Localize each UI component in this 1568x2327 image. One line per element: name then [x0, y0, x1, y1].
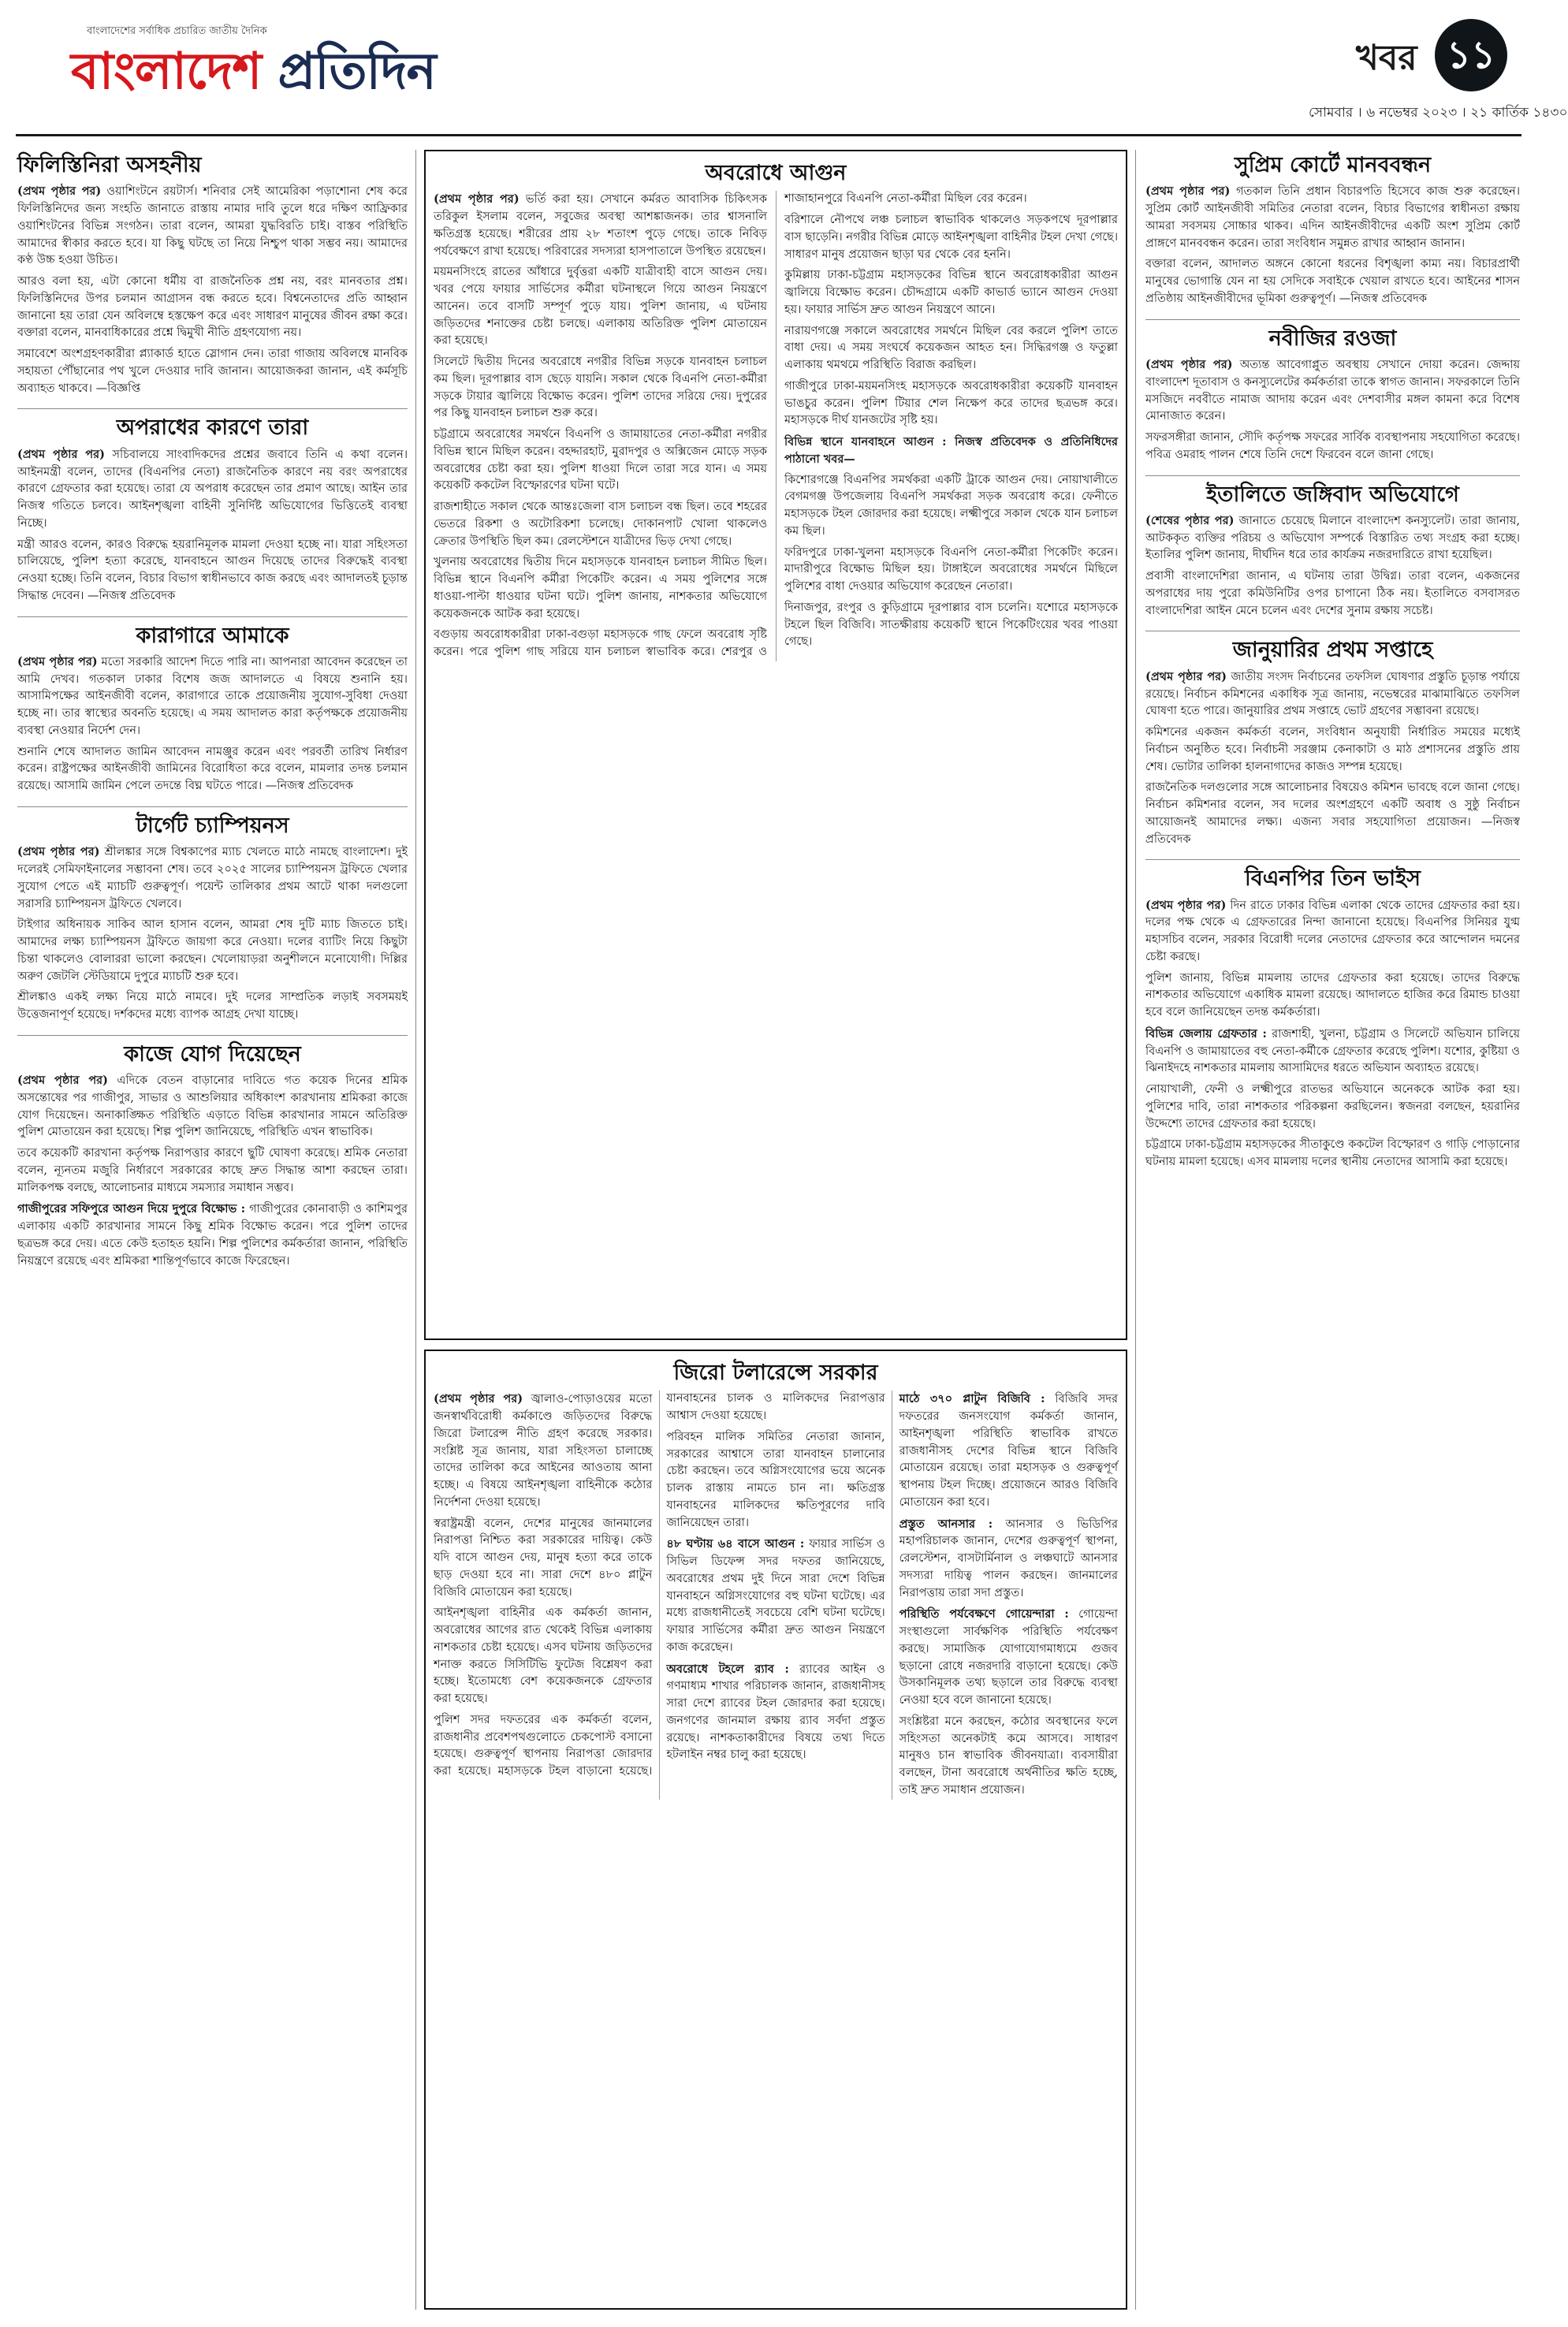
divider: [1145, 319, 1520, 320]
paragraph: জাতীয় সংসদ নির্বাচনের তফসিল ঘোষণার প্রস্তুতি চূড়ান্ত পর্যায়ে রয়েছে। নির্বাচন কমিশনের একাধিক সূত্র জানায়, নভেম্বরের মাঝামাঝিতে তফসিল ঘোষণা হতে পারে। জানুয়ারির প্রথম সপ্তাহে ভোট গ্রহণের সম্ভাবনা রয়েছে।: [1145, 670, 1520, 718]
paragraph: বরিশালে নৌপথে লঞ্চ চলাচল স্বাভাবিক থাকলেও সড়কপথে দূরপাল্লার বাস ছাড়েনি। নগরীর বিভিন্ন মোড়ে আইনশৃঙ্খলা বাহিনীর টহল দেখা গেছে। সাধারণ মানুষ প্রয়োজন ছাড়া ঘর থেকে বের হননি।: [784, 214, 1118, 261]
logo-word-bangladesh: বাংলাদেশ: [71, 43, 278, 101]
headline-prison: কারাগারে আমাকে: [136, 623, 289, 648]
headline-palestine: ফিলিস্তিনিরা অসহনীয়: [17, 153, 202, 177]
continuation-kicker: (প্রথম পৃষ্ঠার পর): [17, 1074, 108, 1088]
story-palestine: [17, 153, 408, 397]
paragraph: রাজশাহী, খুলনা, চট্টগ্রাম ও সিলেটে অভিযান চালিয়ে বিএনপি ও জামায়াতের বহু নেতা-কর্মীকে গ্রেফতার করেছে পুলিশ। যশোর, কুষ্টিয়া ও ঝিনাইদহে নাশকতার মামলায় আসামিদের ধরতে অভিযান অব্যাহত রয়েছে।: [1145, 1027, 1520, 1075]
divider: [17, 616, 408, 617]
paragraph: র‍্যাবের আইন ও গণমাধ্যম শাখার পরিচালক জানান, রাজধানীসহ সারা দেশে র‍্যাবের টহল জোরদার করা হয়েছে। জনগণের জানমাল রক্ষায় র‍্যাব সর্বদা প্রস্তুত রয়েছে। নাশকতাকারীদের বিষয়ে তথ্য দিতে হটলাইন নম্বর চালু করা হয়েছে।: [666, 1662, 885, 1762]
headline-crime: অপরাধের কারণে তারা: [116, 415, 309, 441]
headline-zero-tolerance: জিরো টলারেন্সে সরকার: [673, 1361, 878, 1385]
story-crime: [17, 415, 408, 605]
paragraph: অত্যন্ত আবেগাপ্লুত অবস্থায় সেখানে দোয়া করেন। জেদ্দায় বাংলাদেশ দূতাবাস ও কনস্যুলেটের কর্মকর্তারা তাকে স্বাগত জানান। সফরকালে তিনি মসজিদে নববীতে নামাজ আদায় করেন এবং দেশবাসীর মঙ্গল কামনা করে বিশেষ মোনাজাত করেন।: [1145, 359, 1520, 423]
paragraph: চট্টগ্রামে অবরোধের সমর্থনে বিএনপি ও জামায়াতের নেতা-কর্মীরা নগরীর বিভিন্ন স্থানে মিছিল করেন। বহদ্দারহাট, মুরাদপুর ও অক্সিজেন মোড়ে সড়ক অবরোধের চেষ্টা করা হয়। পুলিশ ধাওয়া দিলে তারা সরে যান। এ সময় কয়েকটি ককটেল বিস্ফোরণের ঘটনা ঘটে।: [434, 428, 767, 493]
story-body: [17, 843, 408, 1024]
paragraph: গাজীপুরের কোনাবাড়ী ও কাশিমপুর এলাকায় একটি কারখানার সামনে কিছু শ্রমিক বিক্ষোভ করেন। পরে পুলিশ তাদের ছত্রভঙ্গ করে দেয়। এতে কেউ হতাহত হয়নি। শিল্প পুলিশের কর্মকর্তারা জানান, পরিস্থিতি নিয়ন্ত্রণে রয়েছে এবং শ্রমিকরা শান্তিপূর্ণভাবে কাজে ফিরেছেন।: [17, 1203, 408, 1268]
paragraph: আরও বলা হয়, এটা কোনো ধর্মীয় বা রাজনৈতিক প্রশ্ন নয়, বরং মানবতার প্রশ্ন। ফিলিস্তিনিদের উপর চলমান আগ্রাসন বন্ধ করতে হবে। বিশ্বনেতাদের প্রতি আহ্বান জানানো হয় তারা যেন অবিলম্বে হস্তক্ষেপ করে এবং সাধারণ মানুষের জীবন রক্ষা করে। বক্তারা বলেন, মানবাধিকারের প্রশ্নে দ্বিমুখী নীতি গ্রহণযোগ্য নয়।: [17, 275, 408, 340]
headline-blockade-fire: অবরোধে আগুন: [705, 161, 847, 185]
paragraph: আইনশৃঙ্খলা বাহিনীর এক কর্মকর্তা জানান, অবরোধের আগের রাত থেকেই বিভিন্ন এলাকায় নাশকতার চেষ্টা হয়েছে। এসব ঘটনায় জড়িতদের শনাক্ত করতে সিসিটিভি ফুটেজ বিশ্লেষণ করা হচ্ছে। ইতোমধ্যে বেশ কয়েকজনকে গ্রেফতার করা হয়েছে।: [434, 1607, 653, 1706]
logo-tagline: বাংলাদেশের সর্বাধিক প্রচারিত জাতীয় দৈনিক: [87, 25, 267, 37]
paragraph: মন্ত্রী আরও বলেন, কারও বিরুদ্ধে হয়রানিমূলক মামলা দেওয়া হচ্ছে না। যারা সহিংসতা চালিয়েছে, পুলিশ হত্যা করেছে, যানবাহনে আগুন দিয়েছে তাদের বিরুদ্ধেই ব্যবস্থা নেওয়া হচ্ছে। তিনি বলেন, বিচার বিভাগ স্বাধীনভাবে কাজ করছে এবং আদালতই চূড়ান্ত সিদ্ধান্ত দেবেন। —নিজস্ব প্রতিবেদক: [17, 538, 408, 602]
divider: [17, 408, 408, 409]
paragraph: সফরসঙ্গীরা জানান, সৌদি কর্তৃপক্ষ সফরের সার্বিক ব্যবস্থাপনায় সহযোগিতা করেছে। পবিত্র ওমরাহ পালন শেষে তিনি দেশে ফিরবেন বলে জানা গেছে।: [1145, 431, 1520, 461]
continuation-kicker: (প্রথম পৃষ্ঠার পর): [17, 845, 100, 859]
paragraph: পরিবহন মালিক সমিতির নেতারা জানান, সরকারের আশ্বাসে তারা যানবাহন চালানোর চেষ্টা করছেন। তবে অগ্নিসংযোগের ভয়ে অনেক চালক রাস্তায় নামতে চান না। ক্ষতিগ্রস্ত যানবাহনের মালিকদের ক্ষতিপূরণের দাবি জানিয়েছেন তারা।: [666, 1430, 885, 1529]
paragraph: সংশ্লিষ্টরা মনে করছেন, কঠোর অবস্থানের ফলে সহিংসতা অনেকটাই কমে আসবে। সাধারণ মানুষও চান স্বাভাবিক জীবনযাত্রা। ব্যবসায়ীরা বলছেন, টানা অবরোধে অর্থনীতির ক্ষতি হচ্ছে, তাই দ্রুত সমাধান প্রয়োজন।: [899, 1715, 1118, 1796]
story-body: [1145, 668, 1520, 849]
story-body: [1145, 897, 1520, 1171]
subhead: পরিস্থিতি পর্যবেক্ষণে গোয়েন্দারা :: [899, 1607, 1069, 1621]
headline-supreme-court: সুপ্রিম কোর্টে মানববন্ধন: [1234, 153, 1432, 177]
paragraph: কুমিল্লায় ঢাকা-চট্টগ্রাম মহাসড়কের বিভিন্ন স্থানে অবরোধকারীরা আগুন জ্বালিয়ে বিক্ষোভ করেন। চৌদ্দগ্রামে একটি কাভার্ড ভ্যানে আগুন দেওয়া হয়। ফায়ার সার্ভিস দ্রুত আগুন নিয়ন্ত্রণে আনে।: [784, 269, 1118, 316]
continuation-kicker: (প্রথম পৃষ্ঠার পর): [434, 192, 520, 207]
paragraph: শুনানি শেষে আদালত জামিন আবেদন নামঞ্জুর করেন এবং পরবর্তী তারিখ নির্ধারণ করেন। রাষ্ট্রপক্ষের আইনজীবী জামিনের বিরোধিতা করে বলেন, মামলার তদন্ত চলমান রয়েছে। আসামি জামিন পেলে তদন্তে বিঘ্ন ঘটতে পারে। —নিজস্ব প্রতিবেদক: [17, 745, 408, 793]
continuation-kicker: (প্রথম পৃষ্ঠার পর): [17, 654, 98, 668]
story-zero-tolerance: [424, 1350, 1127, 2310]
paragraph: ফরিদপুরে ঢাকা-খুলনা মহাসড়কে বিএনপি নেতা-কর্মীরা পিকেটিং করেন। মাদারীপুরে বিক্ষোভ মিছিল হয়। টাঙ্গাইলে অবরোধের সমর্থনে মিছিলে পুলিশের বাধা দেওয়ার অভিযোগ করেছেন নেতারা।: [784, 545, 1118, 594]
paragraph: আনসার ও ভিডিপির মহাপরিচালক জানান, দেশের গুরুত্বপূর্ণ স্থাপনা, রেলস্টেশন, বাসটার্মিনাল ও লঞ্চঘাটে আনসার সদস্যরা দায়িত্ব পালন করছেন। জানমালের নিরাপত্তায় তারা সদা প্রস্তুত।: [899, 1517, 1118, 1599]
continuation-kicker: (প্রথম পৃষ্ঠার পর): [17, 447, 105, 461]
headline-work: কাজে যোগ দিয়েছেন: [124, 1041, 301, 1067]
page-number: ১১: [1435, 19, 1507, 91]
column-left: [17, 150, 416, 2310]
paragraph: দিন রাতে ঢাকার বিভিন্ন এলাকা থেকে তাদের গ্রেফতার করা হয়। দলের পক্ষ থেকে এ গ্রেফতারের নিন্দা জানানো হয়েছে। বিএনপির সিনিয়র যুগ্ম মহাসচিব বলেন, সরকার বিরোধী দলের নেতাদের গ্রেফতার করে আন্দোলন দমনের চেষ্টা করছে।: [1145, 899, 1521, 963]
column-right: [1135, 150, 1520, 2310]
paragraph: চট্টগ্রামে ঢাকা-চট্টগ্রাম মহাসড়কের সীতাকুণ্ডে ককটেল বিস্ফোরণ ও গাড়ি পোড়ানোর ঘটনায় মামলা হয়েছে। এসব মামলায় দলের স্থানীয় নেতাদের আসামি করা হয়েছে।: [1145, 1138, 1520, 1169]
paragraph: রাজনৈতিক দলগুলোর সঙ্গে আলোচনার বিষয়েও কমিশন ভাবছে বলে জানা গেছে। নির্বাচন কমিশনার বলেন, সব দলের অংশগ্রহণে একটি অবাধ ও সুষ্ঠু নির্বাচন আয়োজনই আমাদের লক্ষ্য। এজন্য সবার সহযোগিতা প্রয়োজন। —নিজস্ব প্রতিবেদক: [1145, 781, 1520, 846]
paragraph: পুলিশ জানায়, বিভিন্ন মামলায় তাদের গ্রেফতার করা হয়েছে। তাদের বিরুদ্ধে নাশকতার অভিযোগে একাধিক মামলা রয়েছে। আদালতে হাজির করে রিমান্ড চাওয়া হবে বলে জানিয়েছেন তদন্ত কর্মকর্তারা।: [1145, 971, 1520, 1019]
divider: [17, 1035, 408, 1036]
divider: [1145, 859, 1520, 860]
story-body: [1145, 512, 1520, 620]
story-body: [434, 1391, 1118, 1799]
continuation-kicker: (শেষের পৃষ্ঠার পর): [1145, 513, 1235, 527]
continuation-kicker: (প্রথম পৃষ্ঠার পর): [1145, 184, 1231, 199]
paragraph: গোয়েন্দা সংস্থাগুলো সার্বক্ষণিক পরিস্থিতি পর্যবেক্ষণ করছে। সামাজিক যোগাযোগমাধ্যমে গুজব ছড়ানো রোধে নজরদারি বাড়ানো হয়েছে। কেউ উসকানিমূলক তথ্য ছড়ালে তার বিরুদ্ধে ব্যবস্থা নেওয়া হবে বলে জানানো হয়েছে।: [899, 1608, 1118, 1707]
continuation-kicker: (প্রথম পৃষ্ঠার পর): [1145, 358, 1233, 372]
story-january: [1145, 638, 1520, 848]
paragraph: তবে কয়েকটি কারখানা কর্তৃপক্ষ নিরাপত্তার কারণে ছুটি ঘোষণা করেছে। শ্রমিক নেতারা বলেন, ন্যূনতম মজুরি নির্ধারণে সরকারের কাছে দ্রুত সিদ্ধান্ত আশা করছেন তারা। মালিকপক্ষ বলছে, আলোচনার মাধ্যমে সমস্যার সমাধান সম্ভব।: [17, 1147, 408, 1194]
paragraph: শ্রীলঙ্কাও একই লক্ষ্য নিয়ে মাঠে নামবে। দুই দলের সাম্প্রতিক লড়াই সবসময়ই উত্তেজনাপূর্ণ হয়েছে। দর্শকদের মধ্যে ব্যাপক আগ্রহ দেখা যাচ্ছে।: [17, 991, 408, 1022]
paragraph: ফায়ার সার্ভিস ও সিভিল ডিফেন্স সদর দফতর জানিয়েছে, অবরোধের প্রথম দুই দিনে সারা দেশে বিভিন্ন যানবাহনে অগ্নিসংযোগের বহু ঘটনা ঘটেছে। এর মধ্যে রাজধানীতেই সবচেয়ে বেশি ঘটনা ঘটেছে। ফায়ার সার্ভিসের কর্মীরা দ্রুত আগুন নিয়ন্ত্রণে কাজ করেছেন।: [666, 1538, 885, 1654]
paragraph: কমিশনের একজন কর্মকর্তা বলেন, সংবিধান অনুযায়ী নির্ধারিত সময়ের মধ্যেই নির্বাচন অনুষ্ঠিত হবে। নির্বাচনী সরঞ্জাম কেনাকাটা ও মাঠ প্রশাসনের প্রস্তুতি প্রায় শেষ। ভোটার তালিকা হালনাগাদের কাজও সম্পন্ন হয়েছে।: [1145, 726, 1520, 773]
paragraph: ওয়াশিংটনে রয়টার্স। শনিবার সেই আমেরিকা পড়াশোনা শেষ করে ফিলিস্তিনিদের জন্য সংহতি জানাতে রাস্তায় নামার দাবি তুলে ধরে দক্ষিণ আফ্রিকার ওয়াশিংটনের বিভিন্ন সংগঠন। তারা বলেন, আমরা যুদ্ধবিরতি চাই। বাস্তব পরিস্থিতি আমাদের স্বীকার করতে হবে। যা কিছু ঘটছে তা নিয়ে নিশ্চুপ থাকা সম্ভব নয়। আমাদের কণ্ঠ উচ্চ হওয়া উচিত।: [17, 185, 408, 267]
issue-date: সোমবার । ৬ নভেম্বর ২০২৩ । ২১ কার্তিক ১৪৩০: [1309, 105, 1568, 121]
subhead: অবরোধে টহলে র‍্যাব :: [666, 1662, 789, 1676]
paragraph: জানাতে চেয়েছে মিলানে বাংলাদেশ কনস্যুলেট। তারা জানায়, আটককৃত ব্যক্তির পরিচয় ও অভিযোগ সম্পর্কে বিস্তারিত তথ্য সংগ্রহ করা হচ্ছে। ইতালির পুলিশ জানায়, দীর্ঘদিন ধরে তার কার্যক্রম নজরদারিতে রাখা হয়েছিল।: [1145, 514, 1521, 562]
story-work: [17, 1042, 408, 1271]
paragraph: খুলনায় অবরোধের দ্বিতীয় দিনে মহাসড়কে যানবাহন চলাচল সীমিত ছিল। বিভিন্ন স্থানে বিএনপি কর্মীরা পিকেটিং করেন। এ সময় পুলিশের সঙ্গে ধাওয়া-পাল্টা ধাওয়ার ঘটনা ঘটে। পুলিশ জানায়, নাশকতার অভিযোগে কয়েকজনকে আটক করা হয়েছে।: [434, 556, 767, 620]
paragraph: বগুড়ায় অবরোধকারীরা ঢাকা-বগুড়া মহাসড়কে গাছ ফেলে অবরোধ সৃষ্টি করেন। পরে পুলিশ গাছ সরিয়ে যান চলাচল স্বাভাবিক করে। শেরপুর ও শাজাহানপুরে বিএনপি নেতা-কর্মীরা মিছিল বের করেন।: [434, 192, 1027, 659]
paragraph: সিলেটে দ্বিতীয় দিনের অবরোধে নগরীর বিভিন্ন সড়কে যানবাহন চলাচল কম ছিল। দূরপাল্লার বাস ছেড়ে যায়নি। সকাল থেকে বিএনপি নেতা-কর্মীরা সড়কে টায়ার জ্বালিয়ে বিক্ষোভ করেন। পুলিশ তাদের সরিয়ে দেয়। দুপুরের পর কিছু যানবাহন চলাচল শুরু করে।: [434, 356, 767, 420]
masthead-rule: [16, 134, 1521, 136]
paragraph: সচিবালয়ে সাংবাদিকদের প্রশ্নের জবাবে তিনি এ কথা বলেন। আইনমন্ত্রী বলেন, তাদের (বিএনপির নেতা) রাজনৈতিক কারণে নয় বরং অপরাধের কারণে গ্রেফতার করা হয়েছে। তারা যে অপরাধ করেছেন তার প্রমাণ আছে। আইন তার নিজস্ব গতিতে চলবে। আইনশৃঙ্খলা বাহিনী সুনির্দিষ্ট অভিযোগের ভিত্তিতেই ব্যবস্থা নিচ্ছে।: [17, 448, 408, 530]
headline-january: জানুয়ারির প্রথম সপ্তাহে: [1232, 638, 1433, 663]
story-body: [17, 446, 408, 605]
paragraph: বক্তারা বলেন, আদালত অঙ্গনে কোনো ধরনের বিশৃঙ্খলা কাম্য নয়। বিচারপ্রার্থী মানুষের ভোগান্তি যেন না হয় সেদিকে সবাইকে খেয়াল রাখতে হবে। আইনের শাসন প্রতিষ্ঠায় আইনজীবীদের ভূমিকা গুরুত্বপূর্ণ। —নিজস্ব প্রতিবেদক: [1145, 258, 1520, 305]
paragraph: নোয়াখালী, ফেনী ও লক্ষ্মীপুরে রাতভর অভিযানে অনেককে আটক করা হয়। পুলিশের দাবি, তারা নাশকতার পরিকল্পনা করছিলেন। স্বজনরা বলছেন, হয়রানির উদ্দেশ্যে তাদের গ্রেফতার করা হয়েছে।: [1145, 1083, 1520, 1130]
subhead: বিভিন্ন জেলায় গ্রেফতার :: [1145, 1026, 1267, 1041]
story-body: [1145, 356, 1520, 464]
paragraph: টাইগার অধিনায়ক সাকিব আল হাসান বলেন, আমরা শেষ দুটি ম্যাচ জিততে চাই। আমাদের লক্ষ্য চ্যাম্পিয়নস ট্রফিতে জায়গা করে নেওয়া। দলের ব্যাটিং নিয়ে কিছুটা চিন্তা থাকলেও বোলাররা ভালো করছেন। খেলোয়াড়রা অনুশীলনে মনোযোগী। দিল্লির অরুণ জেটলি স্টেডিয়ামে দুপুরে ম্যাচটি শুরু হবে।: [17, 918, 408, 983]
paragraph: ভর্তি করা হয়। সেখানে কর্মরত আবাসিক চিকিৎসক তরিকুল ইসলাম বলেন, সবুজের অবস্থা আশঙ্কাজনক। তার শ্বাসনালি ক্ষতিগ্রস্ত হয়েছে। শরীরের প্রায় ২৮ শতাংশ পুড়ে গেছে। তাকে নিবিড় পর্যবেক্ষণে রাখা হয়েছে। পরিবারের সদস্যরা হাসপাতালে উপস্থিত রয়েছেন।: [434, 193, 767, 258]
continuation-kicker: (প্রথম পৃষ্ঠার পর): [1145, 669, 1227, 683]
subhead: বিভিন্ন স্থানে যানবাহনে আগুন : নিজস্ব প্রতিবেদক ও প্রতিনিধিদের পাঠানো খবর—: [784, 435, 1118, 466]
continuation-kicker: (প্রথম পৃষ্ঠার পর): [1145, 898, 1227, 912]
story-prison: [17, 624, 408, 795]
logo-wordmark: [71, 40, 441, 103]
logo-word-protidin: প্রতিদিন: [277, 43, 436, 101]
story-italy: [1145, 482, 1520, 620]
story-body: [17, 653, 408, 795]
story-body: [17, 1072, 408, 1270]
headline-bnp-vice: বিএনপির তিন ভাইস: [1244, 866, 1421, 892]
headline-champions: টার্গেট চ্যাম্পিয়নস: [136, 813, 289, 838]
story-champions: [17, 814, 408, 1024]
paragraph: গাজীপুরে ঢাকা-ময়মনসিংহ মহাসড়কে অবরোধকারীরা কয়েকটি যানবাহন ভাঙচুর করেন। পুলিশ টিয়ার শেল নিক্ষেপ করে তাদের ছত্রভঙ্গ করে। মহাসড়কে দীর্ঘ যানজটের সৃষ্টি হয়।: [784, 379, 1118, 427]
paragraph: শ্রীলঙ্কার সঙ্গে বিশ্বকাপের ম্যাচ খেলতে মাঠে নামছে বাংলাদেশ। দুই দলেরই সেমিফাইনালের সম্ভাবনা শেষ। তবে ২০২৫ সালের চ্যাম্পিয়নস ট্রফিতে খেলার সুযোগ পেতে এই ম্যাচটি গুরুত্বপূর্ণ। পয়েন্ট তালিকার প্রথম আটে থাকা দলগুলো সরাসরি চ্যাম্পিয়নস ট্রফিতে খেলবে।: [17, 846, 408, 910]
paragraph: স্বরাষ্ট্রমন্ত্রী বলেন, দেশের মানুষের জানমালের নিরাপত্তা নিশ্চিত করা সরকারের দায়িত্ব। কেউ যদি বাসে আগুন দেয়, মানুষ হত্যা করে তাকে ছাড় দেওয়া হবে না। সারা দেশে ৪৮০ প্লাটুন বিজিবি মোতায়েন করা হয়েছে।: [434, 1517, 653, 1599]
divider: [17, 806, 408, 807]
paragraph: পুলিশ সদর দফতরের এক কর্মকর্তা বলেন, রাজধানীর প্রবেশপথগুলোতে চেকপোস্ট বসানো হয়েছে। গুরুত্বপূর্ণ স্থাপনায় নিরাপত্তা জোরদার করা হয়েছে। মহাসড়কে টহল বাড়ানো হয়েছে। যানবাহনের চালক ও মালিকদের নিরাপত্তার আশ্বাস দেওয়া হয়েছে।: [434, 1392, 885, 1778]
paragraph: বিজিবি সদর দফতরের জনসংযোগ কর্মকর্তা জানান, আইনশৃঙ্খলা পরিস্থিতি স্বাভাবিক রাখতে রাজধানীসহ দেশের বিভিন্ন স্থানে বিজিবি মোতায়েন রয়েছে। তারা মহাসড়ক ও গুরুত্বপূর্ণ স্থাপনায় টহল দিচ্ছে। প্রয়োজনে আরও বিজিবি মোতায়েন করা হবে।: [899, 1393, 1118, 1509]
paragraph: নারায়ণগঞ্জে সকালে অবরোধের সমর্থনে মিছিল বের করলে পুলিশ তাতে বাধা দেয়। এ সময় সংঘর্ষে কয়েকজন আহত হন। সিদ্ধিরগঞ্জ ও ফতুল্লা এলাকায় থমথমে পরিস্থিতি বিরাজ করছিল।: [784, 324, 1118, 372]
story-body: [434, 191, 1118, 661]
paragraph: গতকাল তিনি প্রধান বিচারপতি হিসেবে কাজ শুরু করেছেন। সুপ্রিম কোর্ট আইনজীবী সমিতির নেতারা বলেন, বিচার বিভাগের স্বাধীনতা রক্ষায় আমরা সবসময় সোচ্চার থাকব। এদিন আইনজীবীদের একটি অংশ সুপ্রিম কোর্ট প্রাঙ্গণে মানববন্ধন করেন। তারা সংবিধান সমুন্নত রাখার আহ্বান জানান।: [1145, 185, 1521, 250]
story-rawza: [1145, 326, 1520, 464]
paragraph: ময়মনসিংহে রাতের আঁধারে দুর্বৃত্তরা একটি যাত্রীবাহী বাসে আগুন দেয়। খবর পেয়ে ফায়ার সার্ভিসের কর্মীরা ঘটনাস্থলে গিয়ে আগুন নিয়ন্ত্রণে আনেন। তবে বাসটি সম্পূর্ণ পুড়ে যায়। পুলিশ জানায়, এ ঘটনায় জড়িতদের শনাক্তের চেষ্টা চলছে। এলাকায় অতিরিক্ত পুলিশ মোতায়েন করা হয়েছে।: [434, 266, 767, 348]
story-body: [17, 183, 408, 397]
paragraph: মতো সরকারি আদেশ দিতে পারি না। আপনারা আবেদন করেছেন তা আমি দেখব। গতকাল ঢাকার বিশেষ জজ আদালতে এ বিষয়ে শুনানি হয়। আসামিপক্ষের আইনজীবী বলেন, কারাগারে তাকে প্রয়োজনীয় সুযোগ-সুবিধা দেওয়া হচ্ছে না। তার স্বাস্থ্যের অবনতি হয়েছে। এ সময় আদালত কারা কর্তৃপক্ষকে প্রয়োজনীয় ব্যবস্থা নেওয়ার নির্দেশ দেন।: [17, 655, 408, 737]
divider: [1145, 475, 1520, 476]
story-blockade-fire: [424, 150, 1127, 1340]
story-bnp-vice: [1145, 866, 1520, 1171]
section-name: খবর: [1356, 38, 1417, 78]
subhead: প্রস্তুত আনসার :: [899, 1517, 993, 1531]
paragraph: সমাবেশে অংশগ্রহণকারীরা প্ল্যাকার্ড হাতে স্লোগান দেন। তারা গাজায় অবিলম্বে মানবিক সহায়তা পৌঁছানোর পথ খুলে দেওয়ার দাবি জানান। আয়োজকরা জানান, এই কর্মসূচি অব্যাহত থাকবে। —বিজ্ঞপ্তি: [17, 348, 408, 395]
paragraph: কিশোরগঞ্জে বিএনপির সমর্থকরা একটি ট্রাকে আগুন দেয়। নোয়াখালীতে বেগমগঞ্জ উপজেলায় বিএনপি সমর্থকরা সড়ক অবরোধ করে। ফেনীতে মহাসড়কে টহল জোরদার করা হয়েছে। লক্ষ্মীপুরে সকাল থেকে যান চলাচল কম ছিল।: [784, 473, 1118, 538]
subhead: মাঠে ৩৭০ প্লাটুন বিজিবি :: [899, 1392, 1045, 1406]
headline-rawza: নবীজির রওজা: [1268, 326, 1397, 351]
headline-italy: ইতালিতে জঙ্গিবাদ অভিযোগে: [1206, 482, 1459, 507]
subhead: ৪৮ ঘণ্টায় ৬৪ বাসে আগুন :: [666, 1537, 805, 1551]
paragraph: জ্বালাও-পোড়াওয়ের মতো জনস্বার্থবিরোধী কর্মকাণ্ডে জড়িতদের বিরুদ্ধে জিরো টলারেন্স নীতি গ্রহণ করেছে সরকার। সংশ্লিষ্ট সূত্র জানায়, যারা সহিংসতা চালাচ্ছে তাদের তালিকা করে আইনের আওতায় আনা হচ্ছে। এ বিষয়ে আইনশৃঙ্খলা বাহিনীকে কঠোর নির্দেশনা দেওয়া হয়েছে।: [434, 1393, 653, 1509]
paragraph: এদিকে বেতন বাড়ানোর দাবিতে গত কয়েক দিনের শ্রমিক অসন্তোষের পর গাজীপুর, সাভার ও আশুলিয়ার অধিকাংশ কারখানায় শ্রমিকরা কাজে যোগ দিয়েছেন। অনাকাঙ্ক্ষিত পরিস্থিতি এড়াতে বিভিন্ন কারখানার সামনে অতিরিক্ত পুলিশ মোতায়েন করা হয়েছে। শিল্প পুলিশ জানিয়েছে, পরিস্থিতি এখন স্বাভাবিক।: [17, 1074, 408, 1139]
newspaper-logo: [71, 24, 441, 126]
paragraph: প্রবাসী বাংলাদেশিরা জানান, এ ঘটনায় তারা উদ্বিগ্ন। তারা বলেন, একজনের অপরাধের দায় পুরো কমিউনিটির ওপর চাপানো ঠিক নয়। ইতালিতে বসবাসরত বাংলাদেশিরা আইন মেনে চলেন এবং দেশের সুনাম রক্ষায় সচেষ্ট।: [1145, 570, 1520, 617]
subhead: গাজীপুরের সফিপুরে আগুন দিয়ে দুপুরে বিক্ষোভ :: [17, 1202, 246, 1216]
continuation-kicker: (প্রথম পৃষ্ঠার পর): [17, 184, 102, 199]
continuation-kicker: (প্রথম পৃষ্ঠার পর): [434, 1392, 523, 1406]
masthead: [0, 0, 1568, 150]
story-supreme-court: [1145, 153, 1520, 308]
story-body: [1145, 183, 1520, 307]
paragraph: রাজশাহীতে সকাল থেকে আন্তঃজেলা বাস চলাচল বন্ধ ছিল। তবে শহরের ভেতরে রিকশা ও অটোরিকশা চলেছে। দোকানপাট খোলা থাকলেও ক্রেতার উপস্থিতি ছিল কম। রেলস্টেশনে যাত্রীদের ভিড় দেখা গেছে।: [434, 501, 767, 548]
paragraph: দিনাজপুর, রংপুর ও কুড়িগ্রামে দূরপাল্লার বাস চলেনি। যশোরে মহাসড়কে টহলে ছিল বিজিবি। সাতক্ষীরায় কয়েকটি স্থানে পিকেটিংয়ের খবর পাওয়া গেছে।: [784, 601, 1118, 649]
